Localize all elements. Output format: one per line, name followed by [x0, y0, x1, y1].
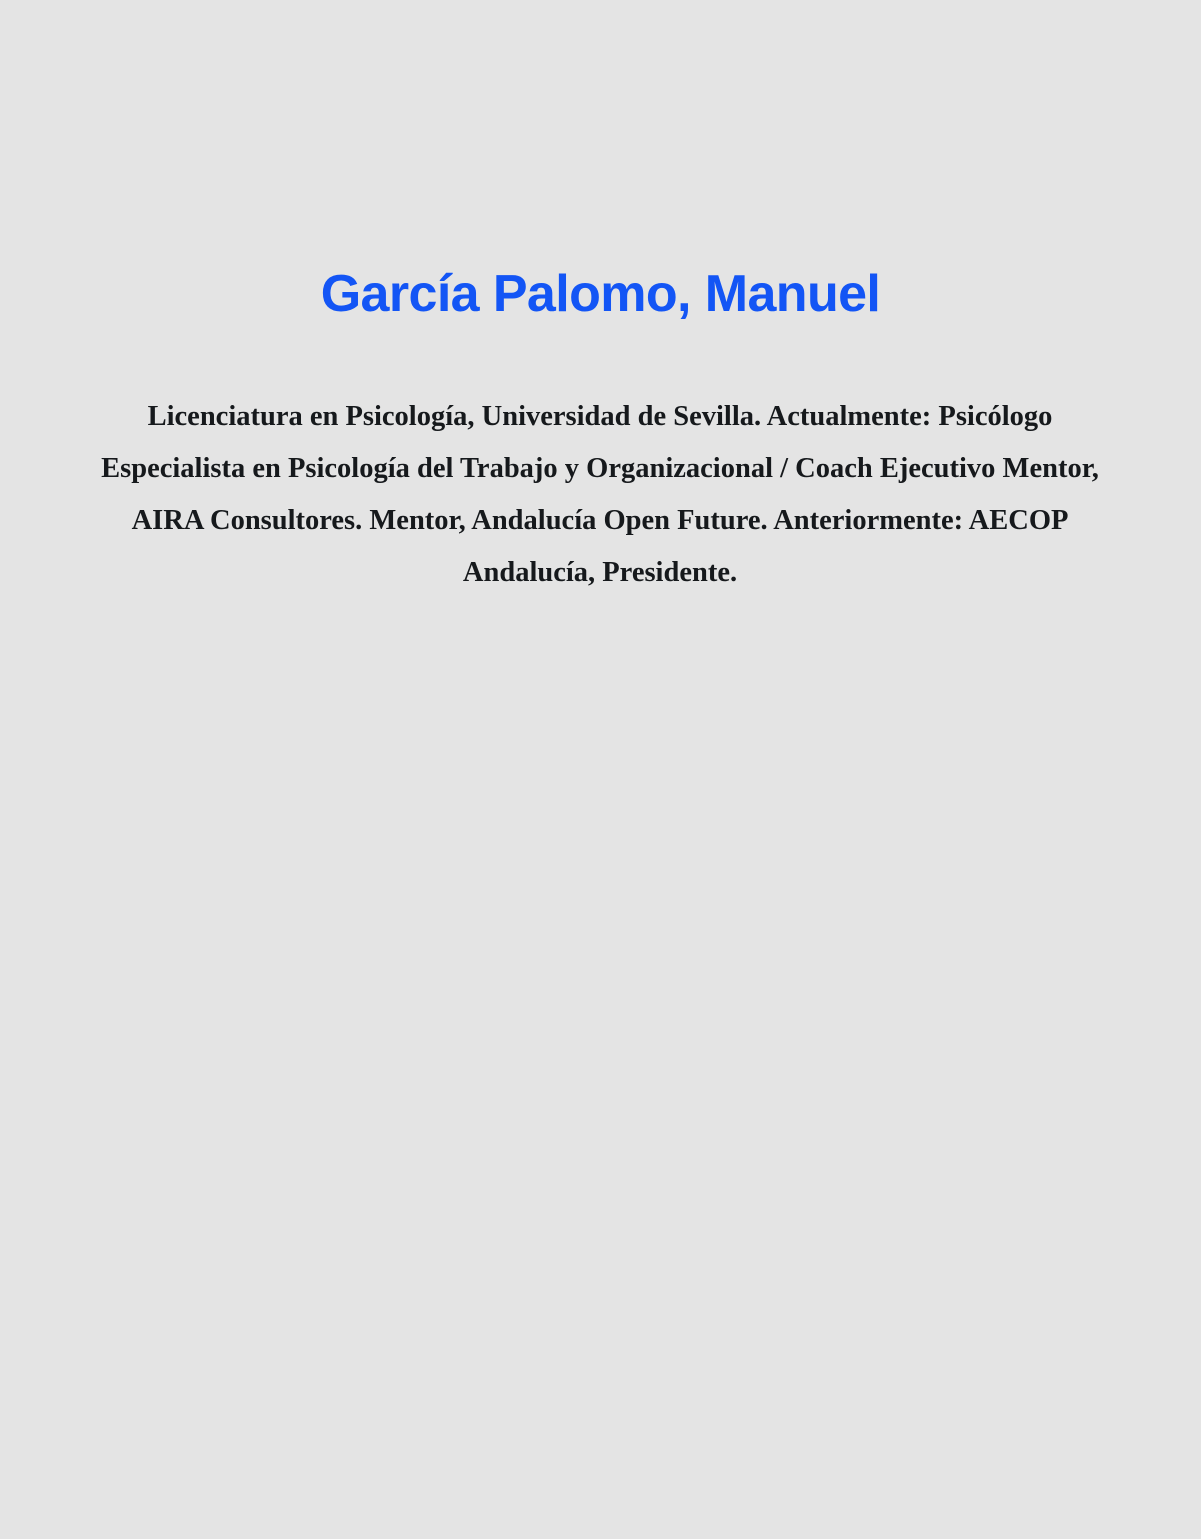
- profile-bio-text: Licenciatura en Psicología, Universidad de Sevilla. Actualmente: Psicólogo Especialista en Psicología del Trabajo y Organizacional / Coach Ejecutivo Mentor, AIRA Consultores. Mentor, Andalucía Open Future. Anteriormente: AECOP Andalucía, Presidente.: [101, 400, 1099, 588]
- page-title: García Palomo, Manuel: [320, 264, 881, 323]
